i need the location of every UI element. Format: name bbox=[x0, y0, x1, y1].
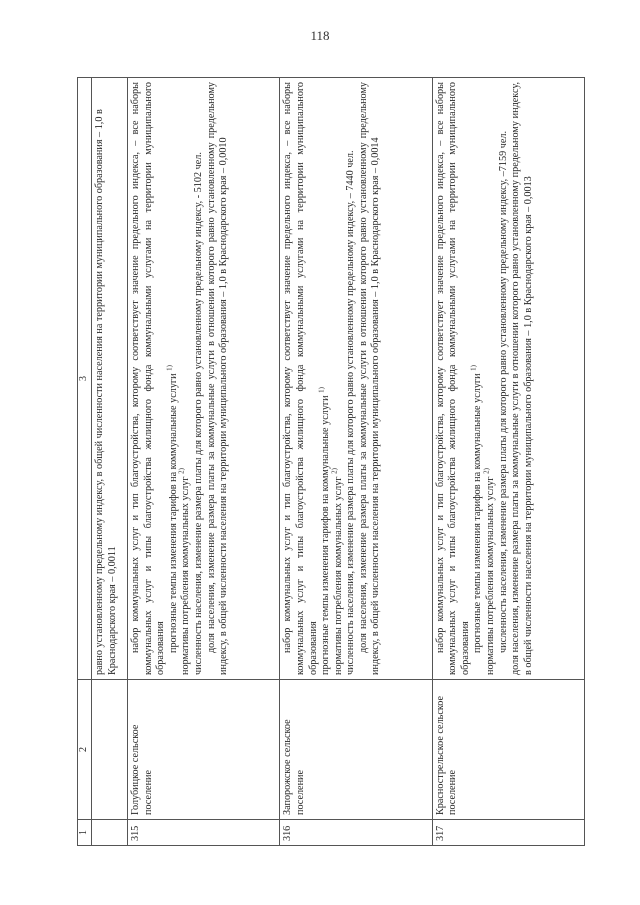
desc-tariffs bbox=[317, 82, 333, 675]
continuation-text: равно установленному предельному индексу, в общей численности населения на территории муниципального образования – 1,0 в Краснодарского края – 0,0011 bbox=[92, 78, 128, 680]
desc-norms-text: нормативы потребления коммунальных услуг bbox=[332, 476, 344, 675]
footnote-mark: 2) bbox=[482, 468, 491, 474]
desc-tariffs bbox=[165, 82, 181, 675]
desc-share: доля населения, изменение размера платы за коммунальные услуги в отношении которого равно установленному предельному индексу, в общей численности населения на территории муниципального образования – 1,0 в Краснодарского края – 0,0010 bbox=[205, 82, 230, 675]
desc-tariffs bbox=[472, 82, 485, 675]
desc-norms bbox=[482, 82, 498, 675]
continuation-num-cell bbox=[92, 820, 128, 846]
row-settlement-name: Запорожское сельское поселение bbox=[280, 680, 432, 820]
footnote-mark: 1) bbox=[317, 387, 326, 393]
header-col-3: 3 bbox=[78, 78, 92, 680]
rotated-table-wrapper bbox=[77, 78, 585, 846]
continuation-name-cell bbox=[92, 680, 128, 820]
desc-norms bbox=[177, 82, 193, 675]
row-settlement-name: Голубицкое сельское поселение bbox=[128, 680, 280, 820]
footnote-mark: 2) bbox=[330, 468, 339, 474]
row-number: 315 bbox=[128, 820, 280, 846]
desc-tariffs-text: прогнозные темпы изменения тарифов на коммунальные услуги bbox=[320, 395, 332, 675]
footnote-mark: 1) bbox=[165, 365, 174, 371]
header-col-2: 2 bbox=[78, 680, 92, 820]
row-description bbox=[128, 78, 280, 680]
desc-tariffs-text: прогнозные темпы изменения тарифов на коммунальные услуги bbox=[167, 373, 179, 653]
table-header-row bbox=[78, 78, 92, 846]
desc-set: набор коммунальных услуг и тип благоустройства, которому соответствует значение предельного индекса, – все наборы коммунальных услуг и типы благоустройства жилищного фонда коммунальными услугами на территории муниципального образования bbox=[130, 82, 167, 675]
footnote-mark: 2) bbox=[177, 468, 186, 474]
table-row bbox=[280, 78, 432, 846]
data-table bbox=[77, 77, 585, 846]
footnote-mark: 1) bbox=[470, 365, 479, 371]
desc-population: численность населения, изменение размера платы для которого равно установленному предельному индексу, –7159 чел. bbox=[497, 130, 509, 653]
desc-share: доля населения, изменение размера платы за коммунальные услуги в отношении которого равно установленному предельному индексу, в общей численности населения на территории муниципального образования – 1,0 в Краснодарского края – 0,0014 bbox=[357, 82, 382, 675]
desc-norms bbox=[330, 82, 346, 675]
table-row bbox=[128, 78, 280, 846]
desc-set: набор коммунальных услуг и тип благоустройства, которому соответствует значение предельного индекса, – все наборы коммунальных услуг и типы благоустройства жилищного фонда коммунальными услугами на территории муниципального образования bbox=[434, 82, 471, 675]
row-number: 316 bbox=[280, 820, 432, 846]
row-number: 317 bbox=[432, 820, 584, 846]
row-description bbox=[280, 78, 432, 680]
continuation-row bbox=[92, 78, 128, 846]
table-row bbox=[432, 78, 584, 846]
desc-population: численность населения, изменение размера платы для которого равно установленному предельному индексу, – 7440 чел. bbox=[345, 150, 357, 675]
page-number: 118 bbox=[310, 28, 330, 43]
header-col-1: 1 bbox=[78, 820, 92, 846]
row-settlement-name: Краснострельское сельское поселение bbox=[432, 680, 584, 820]
desc-tariffs-text: прогнозные темпы изменения тарифов на коммунальные услуги bbox=[472, 373, 484, 653]
desc-population: численность населения, изменение размера платы для которого равно установленному предельному индексу, - 5102 чел. bbox=[192, 152, 204, 675]
desc-set: набор коммунальных услуг и тип благоустройства, которому соответствует значение предельного индекса, – все наборы коммунальных услуг и типы благоустройства жилищного фонда коммунальными услугами на территории муниципального образования bbox=[282, 82, 319, 675]
desc-share: доля населения, изменение размера платы за коммунальные услуги в отношении которого равно установленному предельному индексу, в общей численности населения на территории муниципального образования – 1,0 в Краснодарского края – 0,0013 bbox=[510, 82, 534, 675]
desc-norms-text: нормативы потребления коммунальных услуг bbox=[180, 476, 192, 675]
desc-norms-text: нормативы потребления коммунальных услуг bbox=[485, 476, 497, 675]
row-description bbox=[432, 78, 584, 680]
